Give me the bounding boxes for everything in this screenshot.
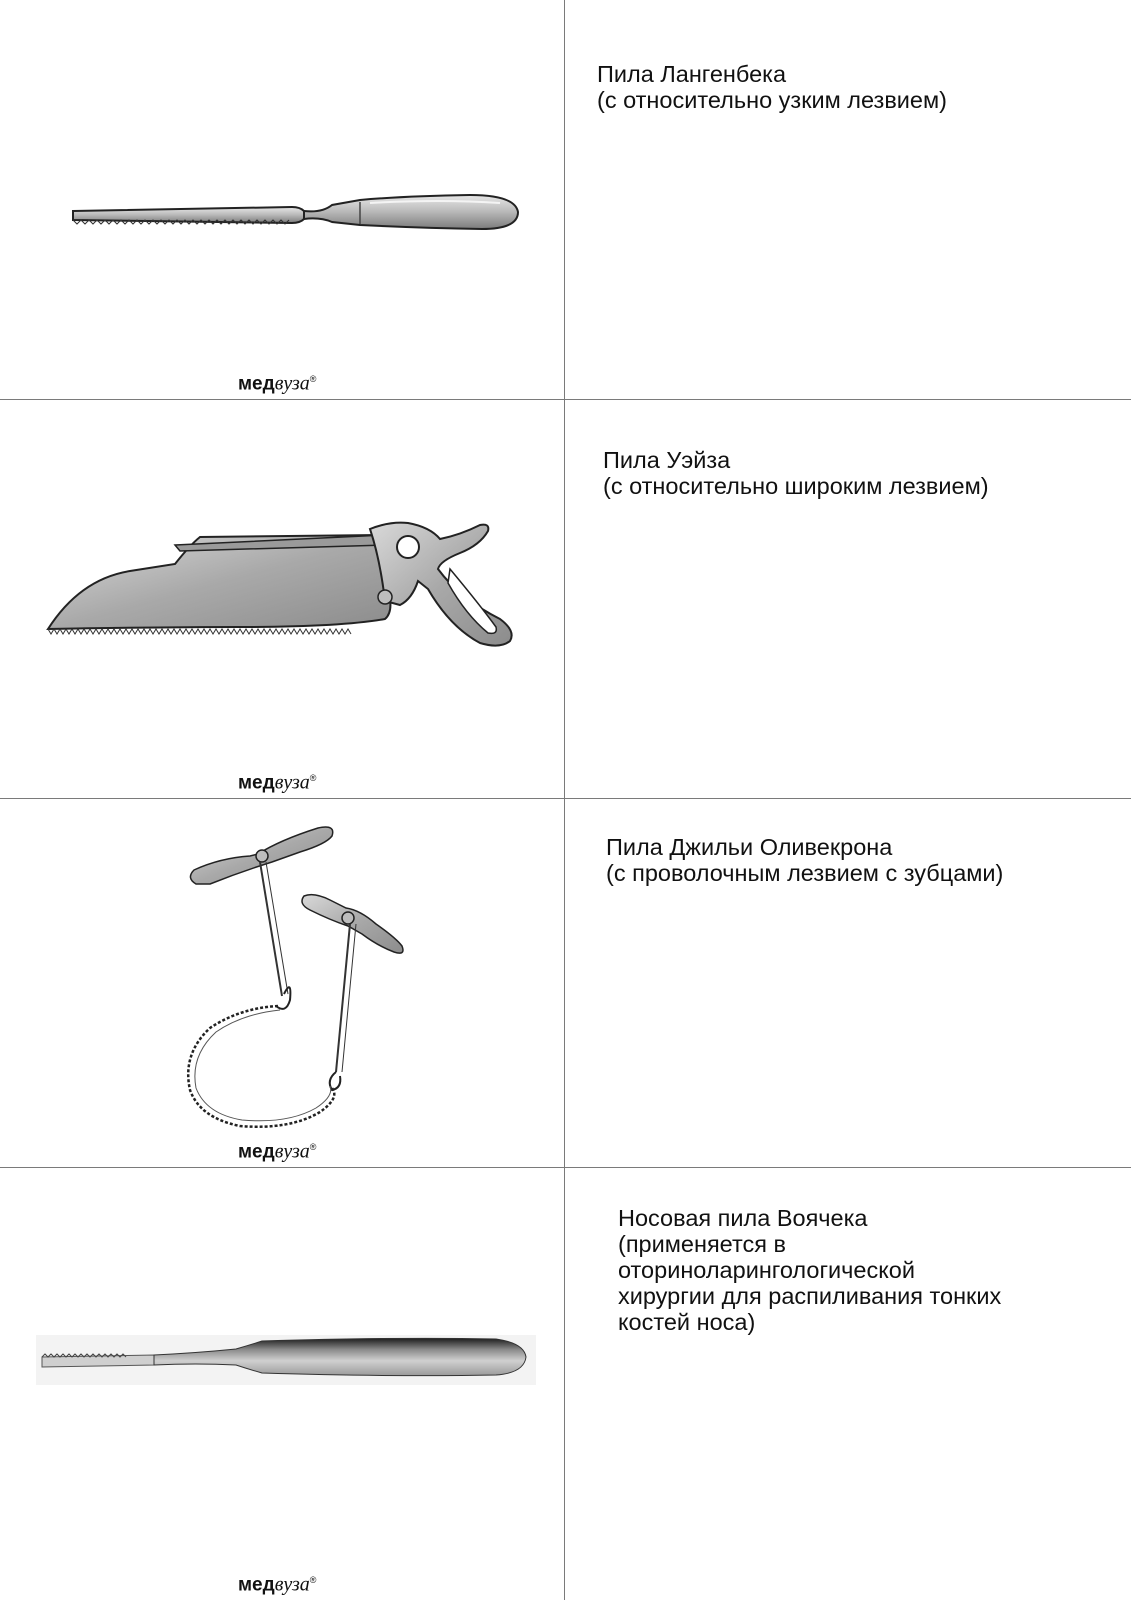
- weiss-saw-icon: [40, 509, 540, 679]
- item-caption: Пила Лангенбека (с относительно узким лезвием): [597, 61, 947, 113]
- gigli-olivecrona-saw-icon: [180, 818, 430, 1148]
- item-caption: Пила Уэйза (с относительно широким лезвием): [603, 447, 989, 499]
- brand-logo: медвуза®: [238, 771, 317, 794]
- table-row: [0, 798, 1131, 1167]
- voyachek-nasal-saw-icon: [36, 1335, 536, 1385]
- image-cell: [0, 1167, 564, 1600]
- brand-logo: медвуза®: [238, 1573, 317, 1596]
- brand-logo: медвуза®: [238, 1140, 317, 1163]
- item-caption: Пила Джильи Оливекрона (с проволочным лезвием с зубцами): [606, 834, 1004, 886]
- table-row: [0, 1167, 1131, 1600]
- image-cell: [0, 399, 564, 798]
- image-cell: [0, 798, 564, 1167]
- item-caption: Носовая пила Воячека (применяется в оториноларингологической хирургии для распиливания тонких костей носа): [618, 1205, 1002, 1335]
- table-row: [0, 0, 1131, 399]
- image-cell: [0, 0, 564, 399]
- langenbeck-saw-icon: [60, 185, 530, 245]
- table-row: [0, 399, 1131, 798]
- brand-logo: медвуза®: [238, 372, 317, 395]
